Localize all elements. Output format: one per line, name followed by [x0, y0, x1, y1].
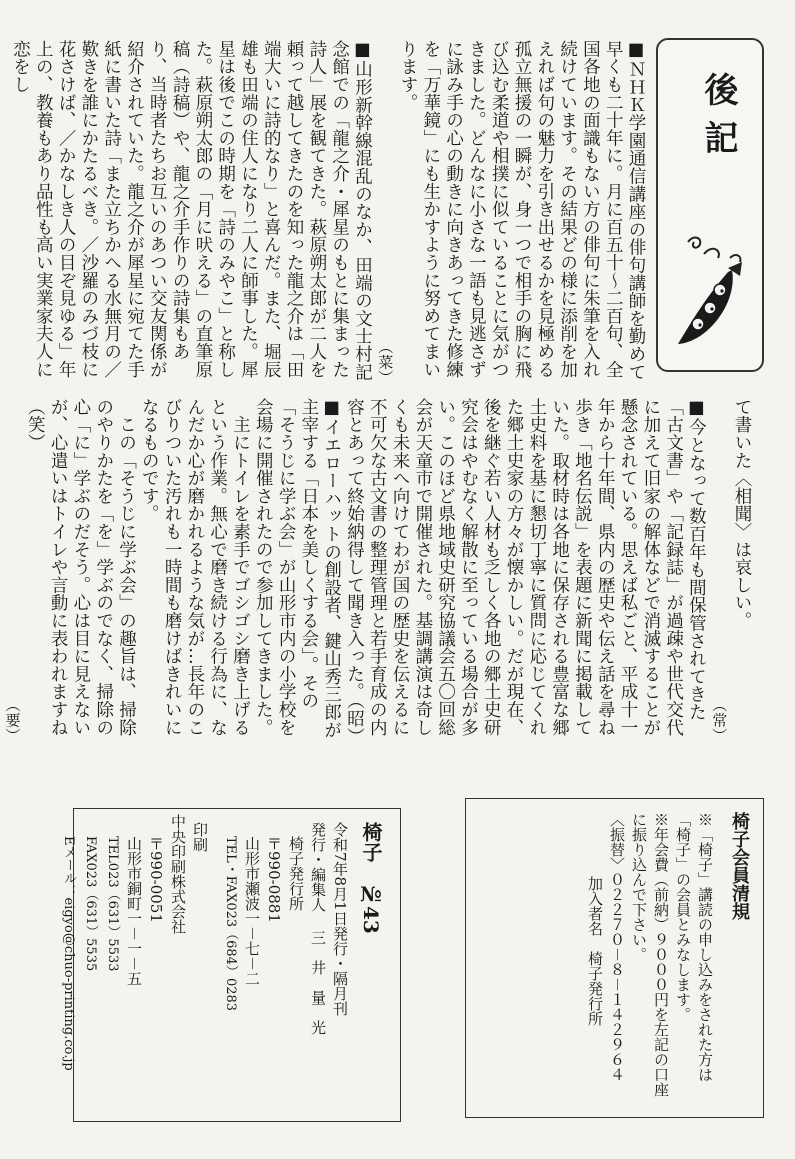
printer-name: 中央印刷株式会社 — [169, 814, 187, 934]
membership-title: 椅子会員清規 — [729, 812, 750, 920]
afterword-section-souji: ■イエローハットの創設者、鍵山秀三郎が主宰する「日本を美しくする会」。その「そうじに学ぶ会」が山形市内の小学校を会場に開催されたので参加してきました。 — [253, 398, 342, 739]
colophon-editor — [307, 822, 329, 1112]
afterword-section-haiku: ■ＮＨＫ学園通信講座の俳句講師を勤めて早くも二十年に。月に百五十～二百句、全国各地の面識もない方の俳句に朱筆を入れ続けています。その結果どの様に添削を加えれば句の魅力を引き出せるかを見極める孤立無援の一瞬が、身一つで相手の胸に飛び込む柔道や相撲に似ていることに気がつきました。どんなに小さな一語も見逃さずに詠み手の心の動きに向きあってきた修練を「万華鏡」にも生かすように努めてまいります。 — [398, 40, 646, 381]
afterword-section-tabata: ■山形新幹線混乱のなか、田端の文士村記念館での「龍之介・犀星のもとに集まった詩人」展を観てきた。萩原朔太郎が二人を頼って越してきたのを知った龍之介は「田端大いに詩的なり」と喜んだ。また、堀辰雄も田端の住人になり二人に師事した。犀星は後でこの時期を「詩のみやこ」と称した。萩原朔太郎の「月に吠える」の直筆原稿（詩稿）や、龍之介手作りの詩集もあり、当時者たちお互いのあつい交友関係が紹介されていた。龍之介が犀星に宛てた手紙に書いた詩「また立ちかへる水無月の／歎きを誰にかたるべき。／沙羅のみづ枝に花さけば、／かなしき人の目ぞ見ゆる」年上の、教養もあり品性も高い実業家夫人に恋をし — [10, 40, 373, 381]
printer-address: 山形市銅町一－一－五 — [125, 836, 143, 987]
printer-tel: TEL023（631）5533 — [105, 836, 120, 972]
afterword-section-souji-2: 主にトイレを素手でゴシゴシ磨き上げるという作業。無心で磨き続ける行為に、なんだか心が磨かれるような気が…長年のこびりついた汚れも一時間も磨けばきれいになるものです。 — [139, 398, 251, 737]
signature-tsune: （常） — [710, 697, 729, 743]
colophon-date: 令和7年8月1日発行・隔月刊 — [331, 822, 349, 1016]
colophon-text — [61, 814, 391, 1112]
membership-text — [480, 812, 750, 1108]
membership-line-1: ※「椅子」講読の申し込みをされた方は「椅子」の会員とみなします。 — [674, 812, 714, 1082]
publisher-address: 山形市瀬波一－七－二 — [243, 836, 261, 987]
publisher-zip: 〒990-0881 — [265, 836, 283, 923]
editor-name: 三 井 量 光 — [309, 930, 327, 1035]
printer-label: 印刷 — [191, 822, 209, 852]
membership-holder: 加入者名 椅子発行所 — [586, 876, 604, 1026]
colophon-publisher: 椅子発行所 — [287, 836, 305, 911]
printer-email: Eメール：eigyo@chuo-printing.co.jp — [61, 836, 76, 1071]
signature-na: （菜） — [376, 339, 395, 385]
signature-you: （要） — [3, 697, 22, 743]
afterword-top-block — [10, 40, 647, 385]
afterword-section-tabata-cont: て書いた〈相聞〉は哀しい。 — [732, 398, 752, 630]
afterword-title: 後記 — [698, 72, 738, 168]
afterword-bottom-block — [3, 398, 753, 746]
printer-fax: FAX023（631）5535 — [83, 836, 98, 972]
afterword-section-komonjo: ■今となって数百年も間保管されてきた「古文書」や「記録誌」が過疎や世代交代に加えて旧家の解体などで消滅することが懸念されている。思えば私ごと、平成十一年から十年間、県内の歴史や伝え話を尋ね歩き「地名伝説」を表題に新聞に掲載していた。取材時は各地に保存される豊富な郷土史料を基に懇切丁寧に質問に応じてくれた郷土史家の方々が懐かしい。だが現在、後を継ぐ若い人材も乏しく各地の郷土史研究会はやむなく解散に至っている場合が多い。このほど県地域史研究協議会五〇回総会が天童市で開催された。基調講演は奇しくも未来へ向けてわが国の歴史を伝えるに不可欠な古文書の整理管理と若手育成の内容とあって終始納得して聞き入った。（昭） — [344, 398, 707, 746]
magazine-name: 椅子 — [359, 822, 383, 862]
editor-label: 発行・編集人 — [309, 822, 327, 912]
pea-pod-illustration — [668, 232, 752, 352]
publisher-telfax: TEL・FAX023（684）0283 — [223, 836, 238, 1012]
issue-number: №43 — [359, 882, 383, 934]
colophon-magazine — [351, 822, 391, 1112]
membership-account: 〈振替〉０２２７０－８－１４２９６４ — [608, 812, 626, 1083]
afterword-section-souji-3: この「そうじに学ぶ会」の趣旨は、掃除のやりかたを「を」学ぶのでなく、掃除の心「に」学ぶのだそう。心は目に見えないが、心遣いはトイレや言動に表われますね（笑） — [25, 398, 137, 737]
printer-zip: 〒990-0051 — [147, 836, 165, 923]
membership-line-2: ※年会費（前納）９０００円を左記の口座に振り込んで下さい。 — [630, 812, 670, 1097]
